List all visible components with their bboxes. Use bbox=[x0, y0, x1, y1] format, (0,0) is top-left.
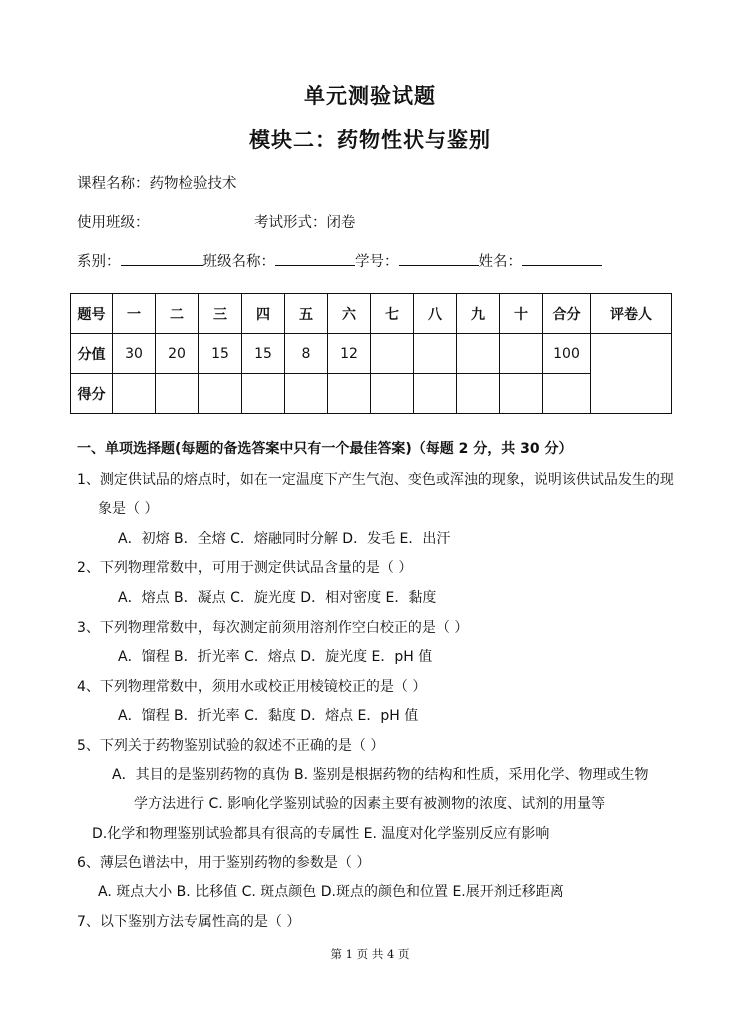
exam-title: 单元测验试题 bbox=[304, 84, 436, 108]
points-cell: 30 bbox=[113, 334, 156, 374]
question-5-options-3: D.化学和物理鉴别试验都具有很高的专属性 E. 温度对化学鉴别反应有影响 bbox=[92, 826, 550, 842]
col-head-cell: 十 bbox=[500, 294, 543, 334]
page-footer: 第 1 页 共 4 页 bbox=[330, 947, 410, 961]
question-1-cont: 象是（ ） bbox=[98, 501, 159, 517]
points-cell: 15 bbox=[199, 334, 242, 374]
score-table bbox=[70, 293, 672, 414]
score-cell[interactable] bbox=[457, 374, 500, 414]
points-cell bbox=[500, 334, 543, 374]
question-3: 3、下列物理常数中，每次测定前须用溶剂作空白校正的是（ ） bbox=[77, 620, 469, 636]
table-row-header bbox=[71, 294, 672, 334]
class-line bbox=[77, 211, 150, 232]
points-cell: 12 bbox=[328, 334, 371, 374]
points-cell bbox=[414, 334, 457, 374]
points-cell-total: 100 bbox=[543, 334, 591, 374]
classname-label: 班级名称： bbox=[202, 254, 275, 270]
question-5-options-2: 学方法进行 C. 影响化学鉴别试验的因素主要有被测物的浓度、试剂的用量等 bbox=[134, 796, 606, 812]
col-head-cell: 五 bbox=[285, 294, 328, 334]
question-6: 6、薄层色谱法中，用于鉴别药物的参数是（ ） bbox=[77, 855, 371, 871]
exam-form-line: 考试形式：闭卷 bbox=[254, 215, 356, 231]
grader-cell[interactable] bbox=[591, 334, 672, 414]
points-cell bbox=[371, 334, 414, 374]
question-5-options-1: A．其目的是鉴别药物的真伪 B. 鉴别是根据药物的结构和性质，采用化学、物理或生物 bbox=[112, 767, 649, 783]
question-2: 2、下列物理常数中，可用于测定供试品含量的是（ ） bbox=[77, 560, 413, 576]
name-label: 姓名： bbox=[478, 254, 522, 270]
course-name-line: 课程名称：药物检验技术 bbox=[77, 176, 237, 192]
question-5: 5、下列关于药物鉴别试验的叙述不正确的是（ ） bbox=[77, 738, 385, 754]
col-head-cell: 三 bbox=[199, 294, 242, 334]
score-cell[interactable] bbox=[285, 374, 328, 414]
row-head-cell: 题号 bbox=[71, 294, 113, 334]
score-cell-total[interactable] bbox=[543, 374, 591, 414]
col-head-cell: 一 bbox=[113, 294, 156, 334]
col-head-cell: 九 bbox=[457, 294, 500, 334]
row-head-cell: 分值 bbox=[71, 334, 113, 374]
points-cell: 20 bbox=[156, 334, 199, 374]
question-4-options: A．馏程 B．折光率 C．黏度 D．熔点 E．pH 值 bbox=[118, 708, 419, 724]
table-row-scores bbox=[71, 374, 672, 414]
exam-subtitle: 模块二：药物性状与鉴别 bbox=[249, 128, 491, 152]
score-cell[interactable] bbox=[113, 374, 156, 414]
section-title: 一、单项选择题(每题的备选答案中只有一个最佳答案)（每题 2 分，共 30 分） bbox=[77, 441, 573, 457]
question-3-options: A．馏程 B．折光率 C．熔点 D．旋光度 E．pH 值 bbox=[118, 649, 433, 665]
student-info-line bbox=[77, 250, 602, 271]
dept-label: 系别： bbox=[77, 254, 121, 270]
col-head-cell: 六 bbox=[328, 294, 371, 334]
classname-blank[interactable] bbox=[275, 251, 355, 266]
points-cell: 15 bbox=[242, 334, 285, 374]
col-head-cell-grader: 评卷人 bbox=[591, 294, 672, 334]
col-head-cell: 四 bbox=[242, 294, 285, 334]
col-head-cell: 七 bbox=[371, 294, 414, 334]
score-cell[interactable] bbox=[199, 374, 242, 414]
col-head-cell: 二 bbox=[156, 294, 199, 334]
score-cell[interactable] bbox=[414, 374, 457, 414]
row-head-cell: 得分 bbox=[71, 374, 113, 414]
col-head-cell-total: 合分 bbox=[543, 294, 591, 334]
student-id-blank[interactable] bbox=[399, 251, 479, 266]
score-cell[interactable] bbox=[242, 374, 285, 414]
table-row-points bbox=[71, 334, 672, 374]
score-cell[interactable] bbox=[328, 374, 371, 414]
question-1: 1、测定供试品的熔点时，如在一定温度下产生气泡、变色或浑浊的现象，说明该供试品发生的现 bbox=[77, 472, 674, 488]
score-cell[interactable] bbox=[371, 374, 414, 414]
points-cell bbox=[457, 334, 500, 374]
name-blank[interactable] bbox=[522, 251, 602, 266]
question-4: 4、下列物理常数中，须用水或校正用棱镜校正的是（ ） bbox=[77, 679, 427, 695]
points-cell: 8 bbox=[285, 334, 328, 374]
question-6-options: A. 斑点大小 B. 比移值 C. 斑点颜色 D.斑点的颜色和位置 E.展开剂迁移距离 bbox=[98, 884, 564, 900]
dept-blank[interactable] bbox=[121, 251, 203, 266]
student-id-label: 学号： bbox=[355, 254, 399, 270]
question-1-options: A．初熔 B．全熔 C．熔融同时分解 D．发毛 E．出汗 bbox=[118, 531, 451, 547]
col-head-cell: 八 bbox=[414, 294, 457, 334]
score-cell[interactable] bbox=[156, 374, 199, 414]
question-2-options: A．熔点 B．凝点 C．旋光度 D．相对密度 E．黏度 bbox=[118, 590, 437, 606]
score-cell[interactable] bbox=[500, 374, 543, 414]
class-label: 使用班级： bbox=[77, 215, 150, 231]
question-7: 7、以下鉴别方法专属性高的是（ ） bbox=[77, 914, 301, 930]
